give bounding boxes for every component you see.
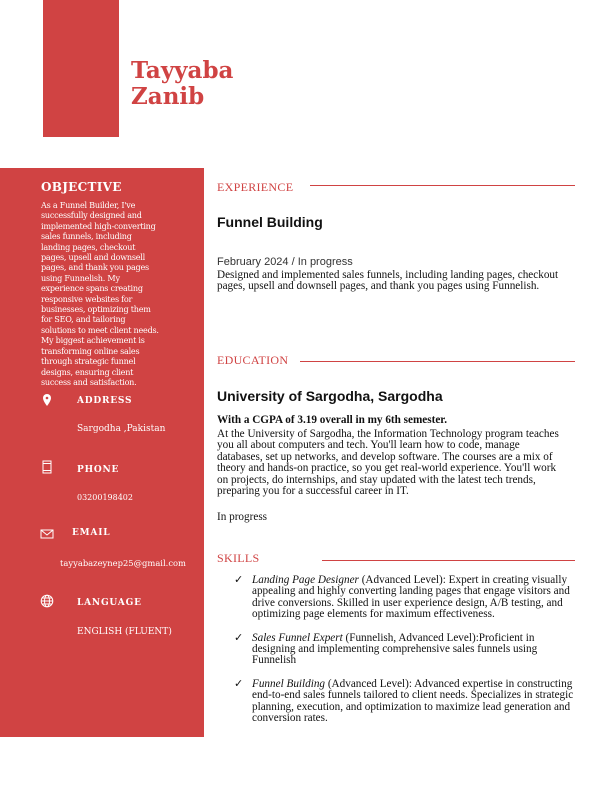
experience-date: February 2024 / In progress (217, 256, 353, 268)
education-status: In progress (217, 511, 268, 523)
skill-text: (Funnelish, Advanced Level):Proficient in designing and implementing comprehensive sales funnels using Funnelish (252, 631, 538, 667)
first-name: Tayyaba (131, 57, 234, 84)
candidate-name (131, 58, 233, 110)
skill-item (234, 679, 574, 725)
objective-text: As a Funnel Builder, I've successfully designed and implemented high-converting sales funnels, including landing pages, checkout pages, upsell and downsell pages, and thank you pages using Funnelish. My experience spans creating responsive websites for businesses, optimizing them for SEO, and tailoring solutions to meet client needs. My biggest achievement is transforming online sales through strategic funnel designs, ensuring client success and satisfaction. (41, 200, 159, 387)
experience-description: Designed and implemented sales funnels, including landing pages, checkout pages, upsell and downsell pages, and thank you pages using Funnelish. (217, 269, 559, 293)
name-accent-block (43, 0, 119, 137)
experience-heading: EXPERIENCE (217, 180, 294, 194)
phone-icon (40, 460, 54, 474)
location-pin-icon (40, 393, 54, 407)
skill-item (234, 575, 574, 621)
address-value: Sargodha ,Pakistan (77, 424, 166, 434)
phone-label: PHONE (77, 465, 120, 475)
phone-value: 03200198402 (77, 493, 133, 502)
last-name: Zanib (131, 83, 205, 110)
language-label: LANGUAGE (77, 598, 142, 608)
sidebar (0, 168, 204, 737)
skill-name: Landing Page Designer (252, 574, 359, 586)
globe-icon (40, 594, 54, 608)
education-description: At the University of Sargodha, the Information Technology program teaches you all about computers and tech. You'll learn how to code, manage databases, set up networks, and develop software. The courses are a mix of theory and hands-on practice, so you get real-world experience. You'll work on projects, do internships, and stay updated with the latest tech trends, preparing you for a successful career in IT. (217, 428, 559, 498)
education-heading: EDUCATION (217, 353, 289, 367)
education-school: University of Sargodha, Sargodha (217, 388, 443, 404)
address-label: ADDRESS (77, 396, 133, 406)
email-value: tayyabazeynep25@gmail.com (60, 558, 187, 568)
skill-name: Funnel Building (252, 677, 326, 690)
skill-text: (Advanced Level): Expert in creating visually appealing and highly converting landing pages that engage visitors and drive conversions. Skilled in user experience design, A/B testing, and optimizing page elements for maximum effectiveness. (252, 574, 570, 621)
envelope-icon (40, 527, 54, 541)
objective-heading: OBJECTIVE (41, 180, 122, 194)
check-icon: ✓ (234, 677, 244, 690)
language-value: ENGLISH (FLUENT) (77, 627, 172, 637)
skills-list (234, 575, 574, 736)
check-icon: ✓ (234, 631, 244, 644)
experience-role: Funnel Building (217, 214, 323, 230)
skill-text: (Advanced Level): Advanced expertise in constructing end-to-end sales funnels tailored to client needs. Specializes in strategic planning, execution, and optimization to maximize lead generation and conversion rates. (252, 677, 574, 725)
education-rule (300, 361, 575, 362)
education-cgpa: With a CGPA of 3.19 overall in my 6th semester. (217, 414, 448, 426)
skill-name: Sales Funnel Expert (252, 631, 343, 644)
email-label: EMAIL (72, 528, 111, 538)
skills-heading: SKILLS (217, 551, 260, 565)
skills-rule (322, 560, 575, 561)
check-icon: ✓ (234, 574, 244, 586)
skill-item (234, 633, 574, 667)
experience-rule (310, 185, 575, 186)
